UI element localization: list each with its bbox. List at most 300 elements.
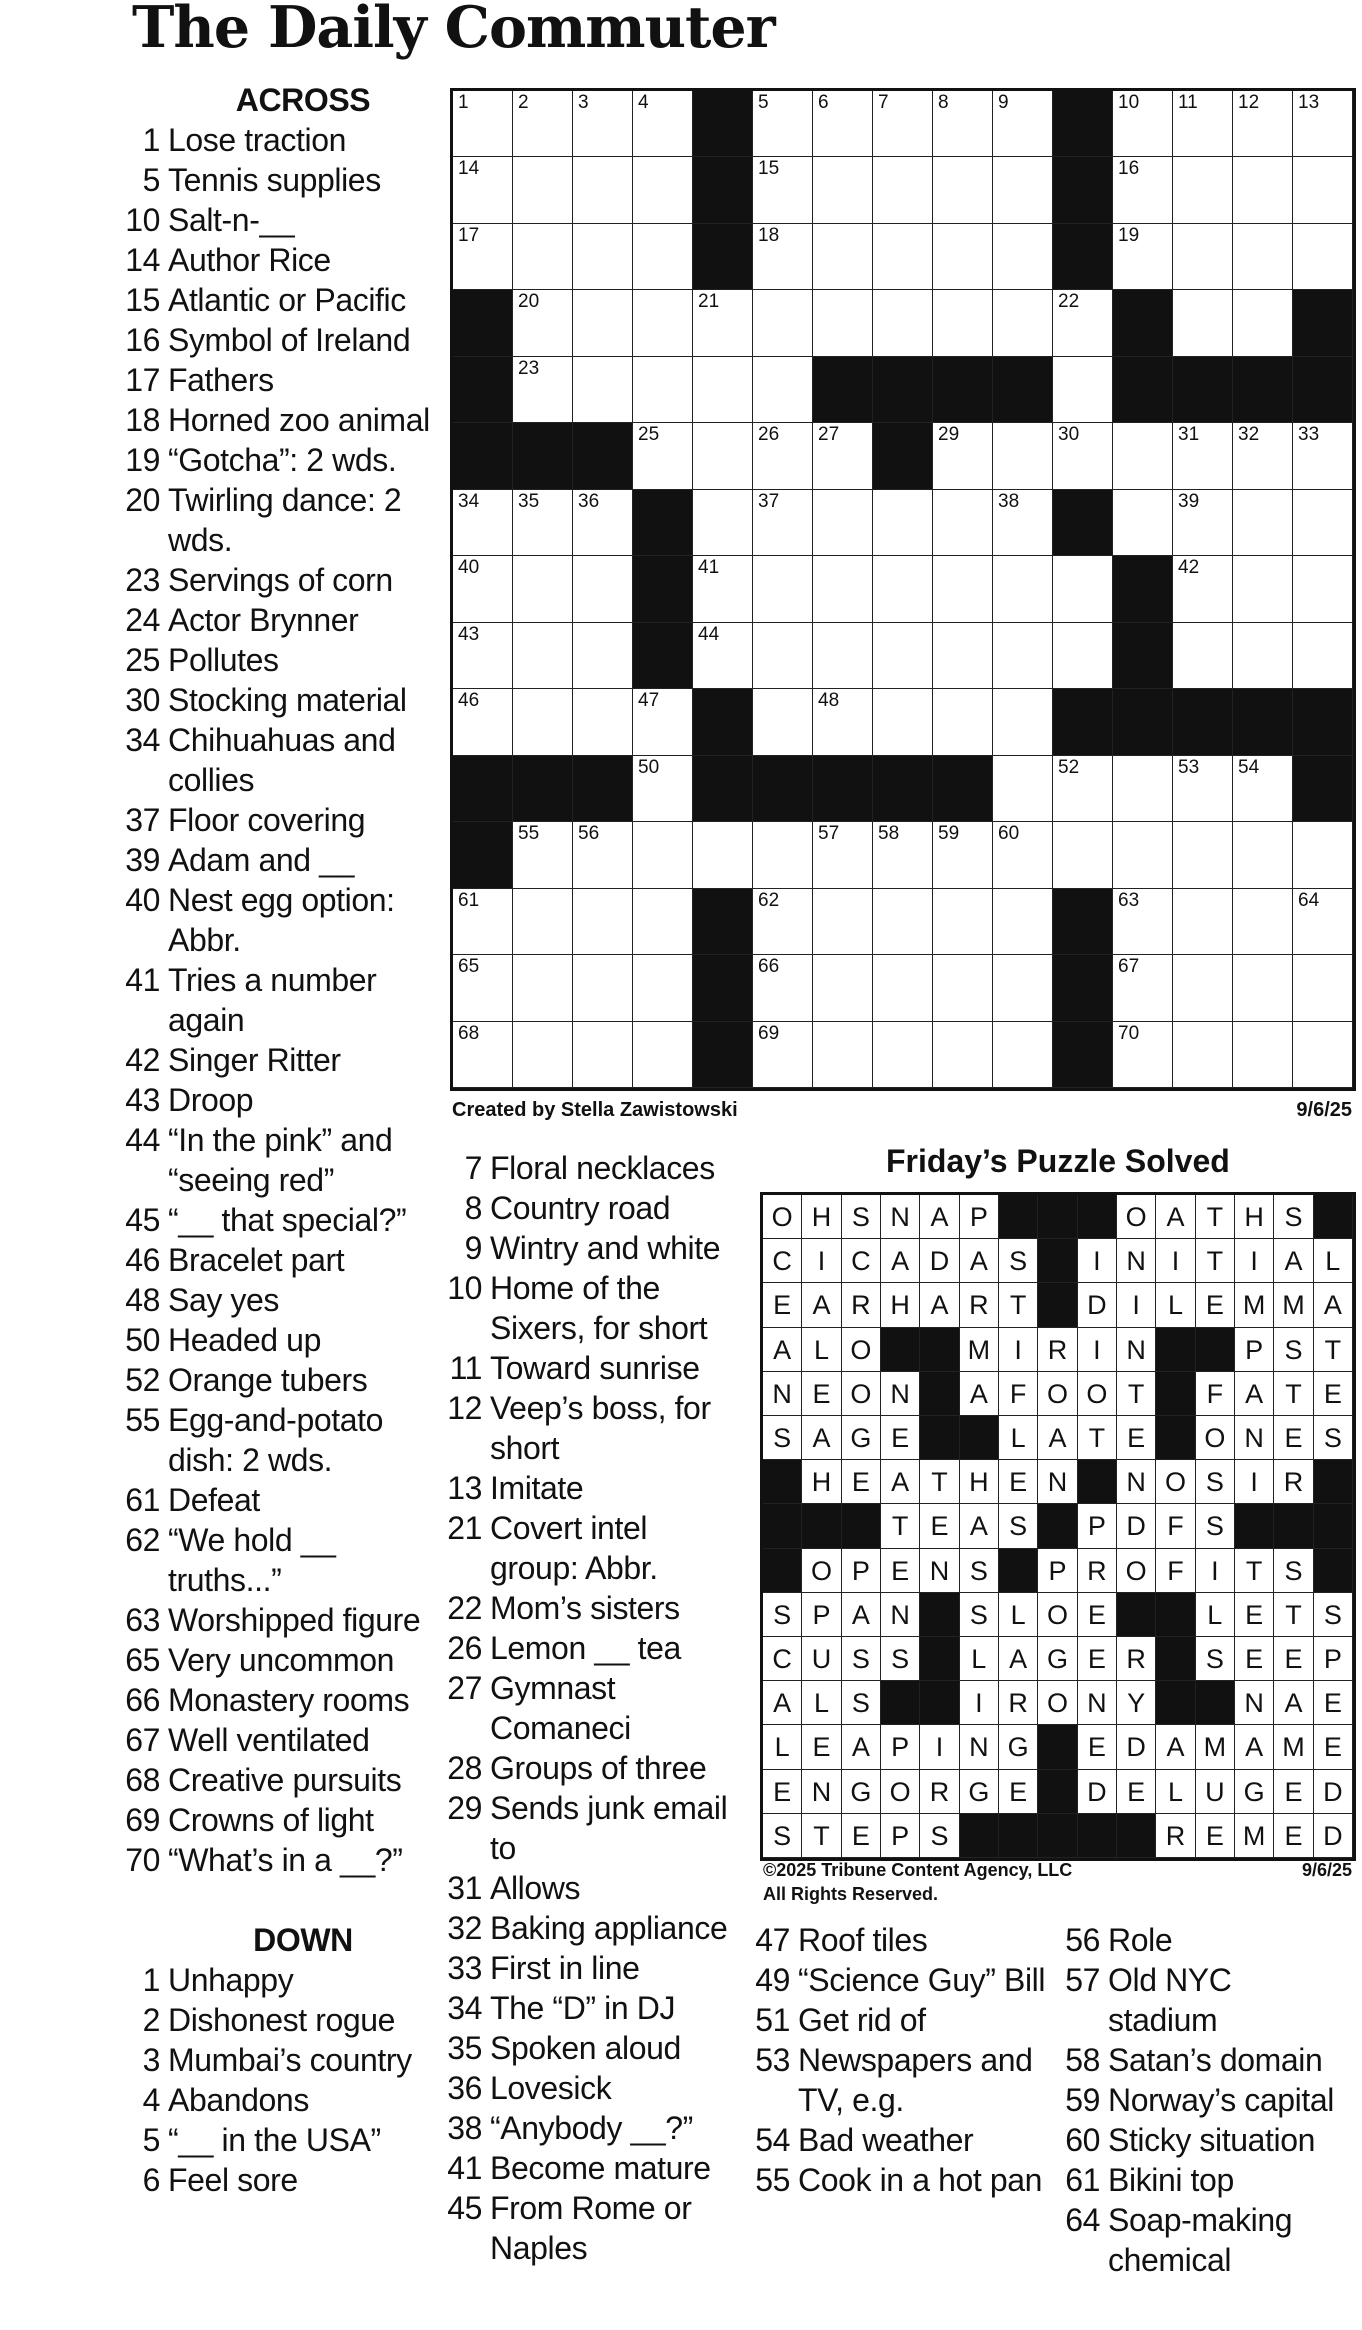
clue-item[interactable] [118,960,438,1040]
grid-cell[interactable] [453,490,513,556]
solution-cell [1235,1725,1274,1769]
grid-cell[interactable] [1053,556,1113,622]
clue-number: 45 [447,2190,482,2226]
clue-item[interactable] [118,1680,438,1720]
grid-cell[interactable] [573,490,633,556]
grid-cell[interactable] [1233,556,1293,622]
grid-cell[interactable] [693,290,753,356]
solution-block [1314,1504,1353,1548]
grid-cell[interactable] [573,157,633,223]
grid-cell[interactable] [933,91,993,157]
grid-cell[interactable] [1173,423,1233,489]
cell-number: 70 [1118,1022,1140,1044]
clue-item[interactable] [118,400,438,440]
grid-cell[interactable] [633,689,693,755]
cell-number: 56 [578,823,600,845]
clue-item[interactable] [118,840,438,880]
grid-cell[interactable] [1173,556,1233,622]
clue-item[interactable] [118,160,438,200]
solution-letter: S [891,1644,910,1674]
grid-cell[interactable] [813,490,873,556]
clue-item[interactable] [118,2120,438,2160]
clue-item[interactable] [118,1120,438,1200]
clue-item[interactable] [118,1520,438,1600]
clue-item[interactable] [118,1240,438,1280]
grid-cell[interactable] [693,623,753,689]
grid-cell[interactable] [633,224,693,290]
grid-cell[interactable] [1233,423,1293,489]
clue-item[interactable] [748,2160,1048,2200]
grid-cell[interactable] [693,423,753,489]
grid-cell[interactable] [693,556,753,622]
clue-item[interactable] [1058,2040,1348,2080]
clue-item[interactable] [118,600,438,640]
grid-cell[interactable] [1293,157,1353,223]
clue-item[interactable] [118,320,438,360]
clue-item[interactable] [440,1788,740,1868]
grid-cell[interactable] [933,423,993,489]
clue-number: 56 [1065,1922,1100,1958]
grid-cell[interactable] [1293,423,1353,489]
solution-letter: N [1126,1467,1146,1498]
clue-item[interactable] [1058,2120,1348,2160]
grid-cell[interactable] [1173,955,1233,1021]
grid-cell[interactable] [453,157,513,223]
clue-item[interactable] [440,1948,740,1988]
grid-cell[interactable] [813,955,873,1021]
grid-cell[interactable] [1113,224,1173,290]
solution-cell [960,1770,999,1814]
clue-item[interactable] [118,680,438,720]
grid-cell[interactable] [873,556,933,622]
clue-item[interactable] [118,1200,438,1240]
grid-cell[interactable] [1233,490,1293,556]
grid-cell[interactable] [1233,157,1293,223]
grid-cell[interactable] [513,955,573,1021]
clue-item[interactable] [440,1508,740,1588]
solution-letter: L [774,1732,790,1763]
grid-cell[interactable] [453,1022,513,1088]
grid-cell[interactable] [993,955,1053,1021]
clue-item[interactable] [118,640,438,680]
clue-number: 45 [125,1202,160,1238]
clue-item[interactable] [440,1988,740,2028]
grid-cell[interactable] [753,224,813,290]
grid-cell[interactable] [573,357,633,423]
solution-letter: R [969,1290,989,1321]
grid-cell[interactable] [873,955,933,1021]
clue-item[interactable] [1058,1920,1348,1960]
grid-cell[interactable] [1293,91,1353,157]
grid-cell[interactable] [693,490,753,556]
clue-item[interactable] [748,2120,1048,2160]
grid-cell[interactable] [753,889,813,955]
clue-item[interactable] [1058,1960,1348,2040]
grid-cell[interactable] [633,822,693,888]
grid-cell[interactable] [993,623,1053,689]
clue-item[interactable] [440,1148,740,1188]
grid-cell[interactable] [1233,224,1293,290]
solution-cell [1078,1372,1117,1416]
grid-cell[interactable] [513,623,573,689]
solution-letter: A [1048,1423,1067,1453]
clue-item[interactable] [1058,2160,1348,2200]
clue-item[interactable] [118,1280,438,1320]
grid-cell[interactable] [513,490,573,556]
clue-item[interactable] [440,1388,740,1468]
grid-cell[interactable] [813,224,873,290]
grid-cell[interactable] [933,689,993,755]
grid-cell[interactable] [513,290,573,356]
grid-cell[interactable] [513,1022,573,1088]
grid-cell[interactable] [993,157,1053,223]
clue-number: 48 [125,1282,160,1318]
clue-item[interactable] [118,2080,438,2120]
grid-cell[interactable] [813,290,873,356]
clue-item[interactable] [118,1640,438,1680]
clue-item[interactable] [118,1320,438,1360]
grid-cell[interactable] [1113,91,1173,157]
clue-item[interactable] [118,1080,438,1120]
grid-cell[interactable] [1293,556,1353,622]
grid-cell[interactable] [1053,423,1113,489]
clue-item[interactable] [440,1348,740,1388]
clue-item[interactable] [440,2188,740,2268]
grid-cell[interactable] [1173,490,1233,556]
solution-block [763,1460,802,1504]
clue-item[interactable] [118,1400,438,1480]
grid-cell[interactable] [933,556,993,622]
clue-text: Floral necklaces [490,1150,715,1186]
solution-cell [960,1372,999,1416]
grid-cell[interactable] [1233,955,1293,1021]
grid-cell[interactable] [1053,756,1113,822]
grid-cell[interactable] [513,157,573,223]
grid-cell[interactable] [513,889,573,955]
grid-cell[interactable] [1293,623,1353,689]
grid-cell[interactable] [873,290,933,356]
grid-cell[interactable] [753,157,813,223]
grid-cell[interactable] [1233,822,1293,888]
grid-cell[interactable] [1233,889,1293,955]
grid-cell[interactable] [573,224,633,290]
grid-cell[interactable] [933,290,993,356]
clue-item[interactable] [440,1268,740,1348]
grid-cell[interactable] [633,157,693,223]
grid-cell[interactable] [1233,623,1293,689]
clue-item[interactable] [748,2040,1048,2120]
grid-cell[interactable] [753,556,813,622]
grid-cell[interactable] [993,889,1053,955]
grid-cell[interactable] [453,91,513,157]
grid-cell[interactable] [1053,822,1113,888]
grid-cell[interactable] [1233,756,1293,822]
grid-cell[interactable] [813,556,873,622]
grid-cell[interactable] [513,556,573,622]
clue-item[interactable] [748,1960,1048,2000]
grid-cell[interactable] [753,1022,813,1088]
clue-item[interactable] [440,1628,740,1668]
solution-block [1117,1814,1156,1858]
solution-cell [842,1372,881,1416]
grid-cell[interactable] [1113,157,1173,223]
grid-cell[interactable] [933,623,993,689]
grid-cell[interactable] [1173,889,1233,955]
clue-item[interactable] [440,1868,740,1908]
grid-cell[interactable] [813,91,873,157]
grid-cell[interactable] [1113,822,1173,888]
grid-cell[interactable] [633,756,693,822]
grid-cell[interactable] [573,623,633,689]
grid-cell[interactable] [1113,423,1173,489]
solution-cell [802,1372,841,1416]
clue-item[interactable] [748,1920,1048,1960]
grid-cell[interactable] [933,889,993,955]
grid-cell[interactable] [993,423,1053,489]
grid-cell[interactable] [573,1022,633,1088]
clue-number: 61 [125,1482,160,1518]
clue-item[interactable] [440,1668,740,1748]
clue-item[interactable] [118,240,438,280]
grid-cell[interactable] [453,556,513,622]
solution-cell [802,1681,841,1725]
solution-block [960,1814,999,1858]
grid-cell[interactable] [1053,290,1113,356]
grid-cell[interactable] [513,822,573,888]
grid-cell[interactable] [633,889,693,955]
grid-cell[interactable] [933,822,993,888]
clue-item[interactable] [440,2068,740,2108]
solution-letter: S [851,1202,870,1232]
clue-item[interactable] [440,1908,740,1948]
grid-cell[interactable] [933,157,993,223]
grid-cell[interactable] [633,1022,693,1088]
grid-cell[interactable] [1053,623,1113,689]
clue-item[interactable] [118,1480,438,1520]
grid-cell[interactable] [1293,224,1353,290]
grid-cell[interactable] [753,357,813,423]
cell-number: 51 [758,756,780,778]
grid-cell[interactable] [993,224,1053,290]
clue-item[interactable] [118,1720,438,1760]
grid-cell[interactable] [813,623,873,689]
grid-cell[interactable] [693,357,753,423]
grid-cell[interactable] [1173,157,1233,223]
grid-cell[interactable] [813,1022,873,1088]
grid-cell[interactable] [453,623,513,689]
grid-cell[interactable] [873,889,933,955]
grid-cell[interactable] [633,357,693,423]
grid-cell[interactable] [753,955,813,1021]
clue-item[interactable] [118,480,438,560]
clue-item[interactable] [118,2040,438,2080]
grid-cell[interactable] [993,822,1053,888]
clue-number: 2 [142,2002,160,2038]
grid-cell[interactable] [753,490,813,556]
grid-cell[interactable] [1113,490,1173,556]
grid-cell[interactable] [693,822,753,888]
grid-cell[interactable] [1173,1022,1233,1088]
cell-number: 48 [818,690,840,712]
grid-cell[interactable] [1293,889,1353,955]
grid-cell[interactable] [1053,357,1113,423]
grid-cell[interactable] [813,157,873,223]
grid-cell[interactable] [573,290,633,356]
grid-cell[interactable] [993,556,1053,622]
grid-cell[interactable] [633,91,693,157]
clue-item[interactable] [440,1228,740,1268]
grid-cell[interactable] [513,689,573,755]
solution-letter: A [1245,1378,1264,1409]
grid-cell[interactable] [633,290,693,356]
clue-item[interactable] [440,1468,740,1508]
clue-item[interactable] [748,2000,1048,2040]
grid-cell[interactable] [933,1022,993,1088]
grid-cell[interactable] [1293,490,1353,556]
grid-cell[interactable] [513,224,573,290]
clue-number: 52 [125,1362,160,1398]
clue-item[interactable] [440,1588,740,1628]
clue-item[interactable] [440,1748,740,1788]
grid-cell[interactable] [753,689,813,755]
grid-cell[interactable] [453,955,513,1021]
grid-cell[interactable] [813,822,873,888]
grid-block [453,423,513,489]
clue-item[interactable] [118,1760,438,1800]
clue-item[interactable] [118,1960,438,2000]
grid-cell[interactable] [873,91,933,157]
grid-cell[interactable] [933,490,993,556]
grid-cell[interactable] [1173,91,1233,157]
grid-cell[interactable] [1293,955,1353,1021]
solution-letter: S [773,1599,792,1630]
solution-cell [881,1195,920,1239]
solution-letter: N [890,1599,910,1630]
grid-cell[interactable] [993,91,1053,157]
grid-cell[interactable] [633,955,693,1021]
grid-cell[interactable] [633,423,693,489]
grid-cell[interactable] [753,423,813,489]
grid-cell[interactable] [453,224,513,290]
clue-item[interactable] [440,2028,740,2068]
grid-cell[interactable] [1293,1022,1353,1088]
solution-letter: N [811,1776,832,1807]
grid-cell[interactable] [513,357,573,423]
grid-cell[interactable] [993,1022,1053,1088]
grid-cell[interactable] [1233,1022,1293,1088]
cell-number: 34 [458,490,480,512]
grid-cell[interactable] [933,224,993,290]
grid-cell[interactable] [993,290,1053,356]
clue-number: 10 [125,202,160,238]
clue-item[interactable] [118,880,438,960]
grid-cell[interactable] [813,889,873,955]
grid-cell[interactable] [873,623,933,689]
clue-item[interactable] [118,2000,438,2040]
grid-cell[interactable] [933,955,993,1021]
clue-item[interactable] [118,2160,438,2200]
clue-item[interactable] [118,560,438,600]
grid-cell[interactable] [513,91,573,157]
grid-cell[interactable] [753,290,813,356]
grid-block [453,357,513,423]
grid-cell[interactable] [1293,822,1353,888]
grid-cell[interactable] [573,822,633,888]
solution-cell [960,1504,999,1548]
grid-cell[interactable] [573,689,633,755]
clue-item[interactable] [118,1600,438,1640]
grid-cell[interactable] [1173,623,1233,689]
crossword-grid[interactable] [450,88,1356,1091]
grid-cell[interactable] [993,756,1053,822]
clue-item[interactable] [118,800,438,840]
solution-letter: A [969,1511,988,1542]
grid-cell[interactable] [753,623,813,689]
clue-text: “What’s in a __?” [168,1842,403,1878]
grid-cell[interactable] [1113,1022,1173,1088]
grid-cell[interactable] [1233,290,1293,356]
grid-cell[interactable] [573,889,633,955]
down-clue-list-2 [440,1148,740,2268]
clue-item[interactable] [440,2108,740,2148]
clue-item[interactable] [440,1188,740,1228]
clue-item[interactable] [118,1800,438,1840]
grid-cell[interactable] [453,689,513,755]
clue-item[interactable] [118,280,438,320]
solution-letter: M [1242,1290,1266,1321]
grid-cell[interactable] [813,689,873,755]
grid-cell[interactable] [1113,756,1173,822]
grid-cell[interactable] [873,157,933,223]
grid-cell[interactable] [873,224,933,290]
clue-item[interactable] [118,120,438,160]
grid-cell[interactable] [1173,822,1233,888]
grid-cell[interactable] [453,889,513,955]
solution-cell [1274,1814,1313,1858]
grid-cell[interactable] [1233,91,1293,157]
clue-item[interactable] [118,1840,438,1880]
grid-cell[interactable] [573,955,633,1021]
clue-item[interactable] [118,1360,438,1400]
grid-cell[interactable] [993,689,1053,755]
grid-cell[interactable] [873,822,933,888]
clue-item[interactable] [440,2148,740,2188]
clue-item[interactable] [1058,2080,1348,2120]
grid-cell[interactable] [573,91,633,157]
grid-cell[interactable] [873,689,933,755]
grid-cell[interactable] [813,423,873,489]
grid-cell[interactable] [753,822,813,888]
grid-cell[interactable] [1173,224,1233,290]
clue-item[interactable] [118,1040,438,1080]
clue-item[interactable] [118,440,438,480]
clue-item[interactable] [118,720,438,800]
grid-cell[interactable] [993,490,1053,556]
grid-cell[interactable] [873,1022,933,1088]
clue-item[interactable] [118,200,438,240]
clue-item[interactable] [118,360,438,400]
grid-cell[interactable] [1173,756,1233,822]
clue-item[interactable] [1058,2200,1348,2280]
solution-cell [763,1239,802,1283]
clue-text: Nest egg option: Abbr. [168,882,395,958]
grid-cell[interactable] [1113,955,1173,1021]
grid-cell[interactable] [573,556,633,622]
grid-cell[interactable] [753,91,813,157]
grid-cell[interactable] [1173,290,1233,356]
grid-cell[interactable] [1113,889,1173,955]
grid-cell[interactable] [873,490,933,556]
